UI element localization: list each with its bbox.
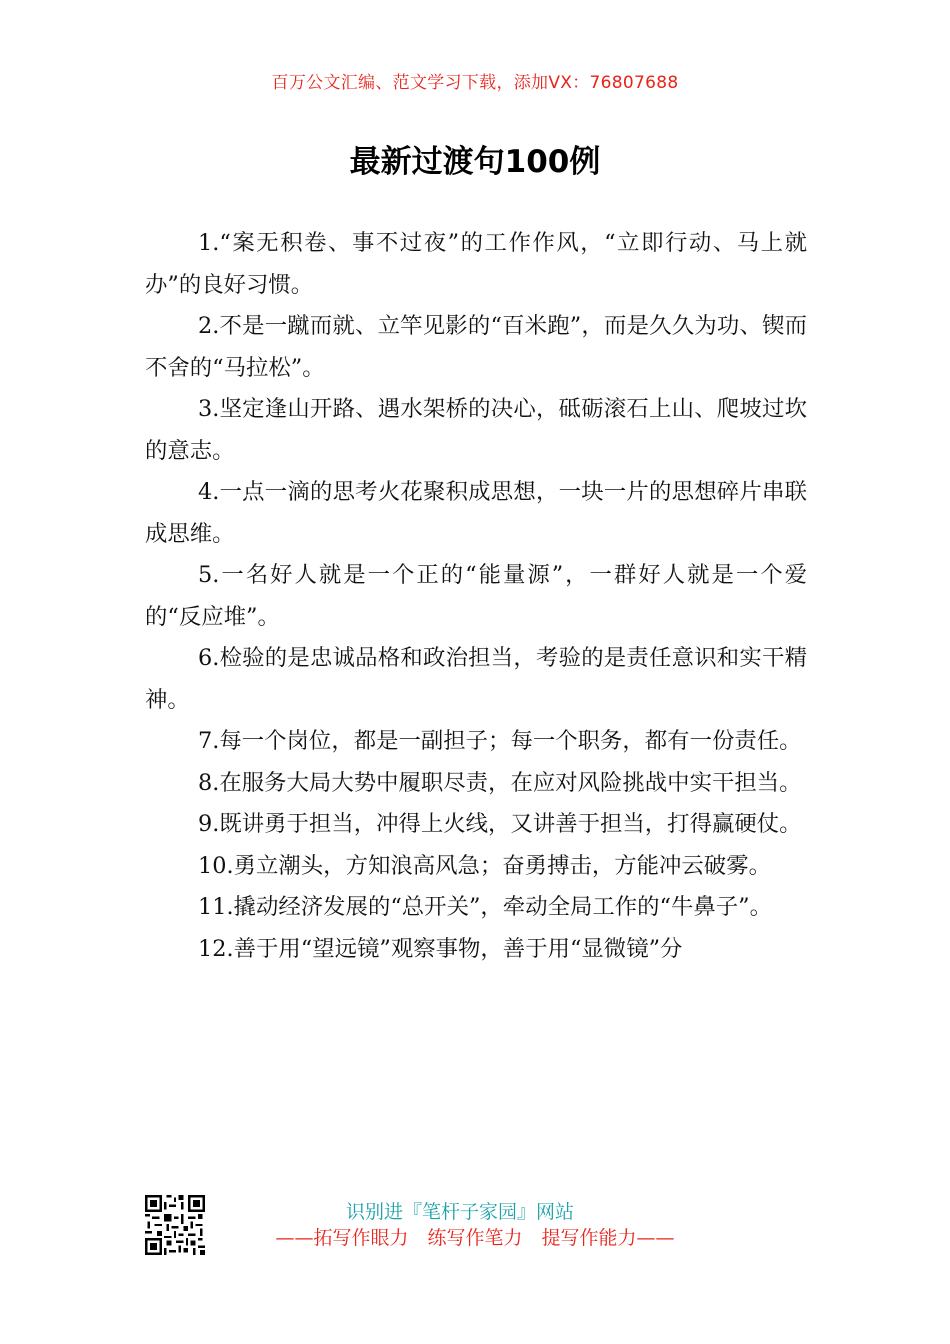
- paragraph: 2.不是一蹴而就、立竿见影的“百米跑”，而是久久为功、锲而不舍的“马拉松”。: [145, 313, 807, 381]
- paragraph: 12.善于用“望远镜”观察事物，善于用“显微镜”分: [198, 935, 683, 962]
- paragraph: 9.既讲勇于担当，冲得上火线，又讲善于担当，打得赢硬仗。: [198, 811, 802, 837]
- paragraph: 11.撬动经济发展的“总开关”，牵动全局工作的“牛鼻子”。: [198, 894, 772, 920]
- paragraph: 7.每一个岗位，都是一副担子；每一个职务，都有一份责任。: [198, 728, 802, 754]
- paragraph: 5.一名好人就是一个正的“能量源”，一群好人就是一个爱的“反应堆”。: [145, 562, 807, 630]
- paragraph: 10.勇立潮头，方知浪高风急；奋勇搏击，方能冲云破雾。: [198, 852, 771, 879]
- paragraph: 1.“案无积卷、事不过夜”的工作作风，“立即行动、马上就办”的良好习惯。: [145, 230, 807, 298]
- footer-site-link: 识别进『笔杆子家园』网站: [345, 1201, 574, 1223]
- paragraph: 4.一点一滴的思考火花聚积成思想，一块一片的思想碎片串联成思维。: [145, 479, 807, 547]
- paragraph: 3.坚定逢山开路、遇水架桥的决心，砥砺滚石上山、爬坡过坎的意志。: [145, 396, 807, 464]
- paragraph: 6.检验的是忠诚品格和政治担当，考验的是责任意识和实干精神。: [145, 645, 807, 713]
- footer-slogan: ——拓写作眼力 练写作笔力 提写作能力——: [275, 1227, 675, 1249]
- header-banner: 百万公文汇编、范文学习下载，添加VX：76807688: [271, 73, 679, 93]
- paragraph: 8.在服务大局大势中履职尽责，在应对风险挑战中实干担当。: [198, 769, 802, 796]
- document-body: [145, 223, 807, 970]
- document-title: 最新过渡句100例: [349, 144, 601, 180]
